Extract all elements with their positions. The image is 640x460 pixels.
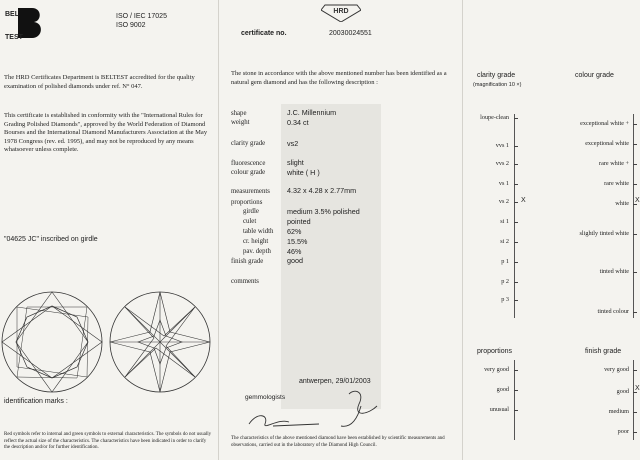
proportions-grade-label: very good xyxy=(484,366,509,373)
proportions-grade-tick xyxy=(514,410,518,411)
colour-grade-label: tinted colour xyxy=(597,308,629,315)
clarity-grade-tick xyxy=(514,242,518,243)
finish-marker: X xyxy=(635,385,640,392)
culet-value: pointed xyxy=(287,217,311,226)
clarity-grade-label: p 2 xyxy=(501,278,509,285)
finish-grade-tick xyxy=(633,392,637,393)
colour-grade-label: slightly tinted white xyxy=(579,230,629,237)
table-width-label: table width xyxy=(243,228,274,235)
finish-grade-label: very good xyxy=(604,366,629,373)
clarity-grade-label: vs 1 xyxy=(498,180,509,187)
girdle-value: medium 3.5% polished xyxy=(287,207,360,216)
comments-label: comments xyxy=(231,278,259,285)
place-date: antwerpen, 29/01/2003 xyxy=(299,378,371,385)
colour-grade-label: exceptional white + xyxy=(580,120,629,127)
finish-label: finish grade xyxy=(231,258,264,265)
clarity-grade-title: clarity grade xyxy=(477,72,516,79)
accreditation-text: The HRD Certificates Department is BELTEST accredited for the quality examination of polished diamonds under ref. N° 047. xyxy=(4,74,195,90)
hrd-logo-text: HRD xyxy=(333,8,349,15)
fluorescence-label: fluorescence xyxy=(231,160,266,167)
footnote-text: Red symbols refer to internal and green symbols to external characteristics. The symbols do not usually reflect the actual size of the characteristics. The characteristics have been indicated in order to clarify the description and/or for further identification. xyxy=(4,432,212,450)
clarity-grade-tick xyxy=(514,118,518,119)
finish-grade-tick xyxy=(633,432,637,433)
proportions-grade-tick xyxy=(514,370,518,371)
hrd-diamond-logo xyxy=(321,2,361,22)
fluorescence-value: slight xyxy=(287,158,304,167)
colour-label: colour grade xyxy=(231,169,266,176)
finish-grade-tick xyxy=(633,370,637,371)
girdle-label: girdle xyxy=(243,208,259,215)
proportions-title: proportions xyxy=(477,348,513,355)
logo-line-2: TEST xyxy=(5,34,23,41)
logo-line-1: BEL xyxy=(5,11,19,18)
intro-text: The stone in accordance with the above mentioned number has been identified as a natural gem diamond and has the following description : xyxy=(231,70,447,86)
clarity-grade-label: p 1 xyxy=(501,258,509,265)
measurements-value: 4.32 x 4.28 x 2.77mm xyxy=(287,186,357,195)
crown-height-value: 15.5% xyxy=(287,237,308,246)
clarity-grade-label: p 3 xyxy=(501,296,509,303)
measurements-label: measurements xyxy=(231,188,270,195)
proportions-grade-tick xyxy=(514,390,518,391)
clarity-grade-tick xyxy=(514,222,518,223)
colour-grade-tick xyxy=(633,312,637,313)
pavilion-depth-value: 46% xyxy=(287,247,302,256)
weight-value: 0.34 ct xyxy=(287,118,309,127)
clarity-label: clarity grade xyxy=(231,140,266,147)
middle-panel xyxy=(218,0,463,460)
identification-marks-label: identification marks : xyxy=(4,398,68,405)
magnification-note: (magnification 10 ×) xyxy=(473,82,522,88)
clarity-grade-label: vvs 1 xyxy=(495,142,509,149)
clarity-grade-label: loupe-clean xyxy=(480,114,509,121)
table-width-value: 62% xyxy=(287,227,302,236)
shape-value: J.C. Millennium xyxy=(287,108,337,117)
clarity-grade-tick xyxy=(514,184,518,185)
colour-grade-tick xyxy=(633,144,637,145)
crown-height-label: cr. height xyxy=(243,238,269,245)
iso-9002: ISO 9002 xyxy=(116,22,146,29)
colour-grade-label: exceptional white xyxy=(585,140,629,147)
certificate-number-label: certificate no. xyxy=(241,30,287,37)
clarity-grade-label: si 2 xyxy=(500,238,509,245)
clarity-grade-tick xyxy=(514,164,518,165)
disclaimer-text: The characteristics of the above mentioned diamond have been established by scientific measurements and observations, carried out in the laboratory of the Diamond High Council. xyxy=(231,436,445,448)
proportions-scale-line xyxy=(514,360,515,440)
weight-label: weight xyxy=(231,119,250,126)
colour-grade-label: rare white + xyxy=(599,160,629,167)
clarity-grade-label: vvs 2 xyxy=(495,160,509,167)
finish-grade-title: finish grade xyxy=(585,348,622,355)
colour-grade-tick xyxy=(633,234,637,235)
colour-grade-tick xyxy=(633,204,637,205)
shape-label: shape xyxy=(231,110,247,117)
signatures xyxy=(229,384,429,436)
right-panel xyxy=(462,0,640,460)
clarity-value: vs2 xyxy=(287,139,299,148)
colour-grade-title: colour grade xyxy=(575,72,614,79)
clarity-grade-tick xyxy=(514,202,518,203)
clarity-grade-label: vs 2 xyxy=(498,198,509,205)
clarity-grade-label: si 1 xyxy=(500,218,509,225)
colour-value: white ( H ) xyxy=(287,168,320,177)
finish-grade-label: medium xyxy=(608,408,629,415)
colour-grade-label: tinted white xyxy=(599,268,629,275)
colour-grade-label: rare white xyxy=(604,180,629,187)
finish-scale-line xyxy=(633,360,634,440)
colour-grade-label: white xyxy=(615,200,629,207)
pavilion-depth-label: pav. depth xyxy=(243,248,271,255)
clarity-grade-tick xyxy=(514,146,518,147)
left-panel xyxy=(0,0,218,460)
finish-value: good xyxy=(287,256,303,265)
culet-label: culet xyxy=(243,218,257,225)
finish-grade-tick xyxy=(633,412,637,413)
finish-grade-label: poor xyxy=(617,428,629,435)
finish-grade-label: good xyxy=(616,388,629,395)
proportions-label: proportions xyxy=(231,199,263,206)
girdle-inscription: "04625 JC" inscribed on girdle xyxy=(4,236,98,243)
clarity-grade-tick xyxy=(514,300,518,301)
clarity-scale-line xyxy=(514,114,515,318)
beltest-logo xyxy=(4,6,44,42)
certificate-number: 20030024551 xyxy=(329,30,372,37)
colour-grade-tick xyxy=(633,184,637,185)
proportions-grade-label: unusual xyxy=(489,406,509,413)
colour-grade-tick xyxy=(633,272,637,273)
colour-grade-tick xyxy=(633,124,637,125)
gemmologists-label: gemmologists xyxy=(245,394,286,401)
crown-view-diagram xyxy=(0,290,104,394)
iso-17025: ISO / IEC 17025 xyxy=(116,13,167,20)
clarity-grade-tick xyxy=(514,262,518,263)
iso-block xyxy=(116,12,167,30)
conformity-text: This certificate is established in conformity with the "International Rules for Grading Polished Diamonds", approved by the World Federation of Diamond Bourses and the International Diamond Manufacturers Association at the May 1978 Congress (rev. ed. 1995), and may not be reproduced by any means whatsoever unless complete. xyxy=(4,112,208,153)
clarity-grade-tick xyxy=(514,282,518,283)
colour-grade-tick xyxy=(633,164,637,165)
proportions-grade-label: good xyxy=(496,386,509,393)
clarity-marker: X xyxy=(521,197,526,204)
pavilion-view-diagram xyxy=(108,290,212,394)
colour-marker: X xyxy=(635,197,640,204)
